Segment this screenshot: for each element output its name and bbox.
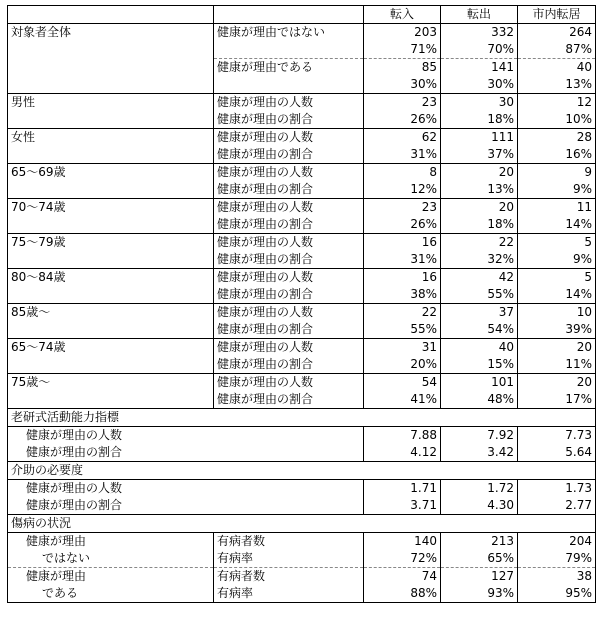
cell-value: 1.73 bbox=[518, 480, 596, 498]
cell-value: 93% bbox=[441, 585, 518, 603]
cell-value: 332 bbox=[441, 24, 518, 42]
cell-value: 38 bbox=[518, 568, 596, 586]
row-sublabel: 健康が理由の割合 bbox=[214, 286, 364, 304]
group-label: 85歳～ bbox=[8, 304, 214, 322]
cell-value: 39% bbox=[518, 321, 596, 339]
cell-value: 22 bbox=[441, 234, 518, 252]
table-row bbox=[8, 356, 596, 374]
table-row bbox=[8, 568, 596, 586]
cell-value: 9% bbox=[518, 251, 596, 269]
cell-value: 18% bbox=[441, 111, 518, 129]
cell-value: 204 bbox=[518, 533, 596, 551]
table-row bbox=[8, 269, 596, 287]
cell-value: 9% bbox=[518, 181, 596, 199]
cell-value: 23 bbox=[364, 199, 441, 217]
section-row bbox=[8, 409, 596, 427]
cell-value: 1.71 bbox=[364, 480, 441, 498]
table-row bbox=[8, 234, 596, 252]
group-label: 80～84歳 bbox=[8, 269, 214, 287]
row-sublabel: 健康が理由の人数 bbox=[214, 374, 364, 392]
cell-value: 140 bbox=[364, 533, 441, 551]
cell-value: 7.73 bbox=[518, 427, 596, 445]
row-sublabel: 有病率 bbox=[214, 550, 364, 568]
table-row bbox=[8, 391, 596, 409]
cell-value: 37% bbox=[441, 146, 518, 164]
cell-value: 10 bbox=[518, 304, 596, 322]
row-sublabel: 健康が理由の割合 bbox=[214, 251, 364, 269]
cell-value: 7.88 bbox=[364, 427, 441, 445]
cell-value: 4.12 bbox=[364, 444, 441, 462]
header-tenshutsu: 転出 bbox=[441, 6, 518, 24]
row-sublabel: 健康が理由の割合 bbox=[214, 181, 364, 199]
row-sublabel: 健康が理由である bbox=[214, 59, 364, 77]
cell-value: 31% bbox=[364, 146, 441, 164]
cell-value: 3.42 bbox=[441, 444, 518, 462]
cell-value: 16 bbox=[364, 234, 441, 252]
row-sublabel: 健康が理由の人数 bbox=[214, 269, 364, 287]
cell-value: 70% bbox=[441, 41, 518, 59]
cell-value: 79% bbox=[518, 550, 596, 568]
table-row bbox=[8, 59, 596, 77]
header-blank-1 bbox=[8, 6, 214, 24]
row-sublabel: 健康が理由の人数 bbox=[214, 339, 364, 357]
header-blank-2 bbox=[214, 6, 364, 24]
cell-value: 28 bbox=[518, 129, 596, 147]
cell-value: 11% bbox=[518, 356, 596, 374]
cell-value: 12% bbox=[364, 181, 441, 199]
table-row bbox=[8, 41, 596, 59]
cell-value: 54 bbox=[364, 374, 441, 392]
cell-value: 85 bbox=[364, 59, 441, 77]
row-label: 健康が理由 bbox=[8, 533, 214, 551]
row-label: 健康が理由の割合 bbox=[8, 497, 364, 515]
row-sublabel: 有病者数 bbox=[214, 533, 364, 551]
group-label: 65～74歳 bbox=[8, 339, 214, 357]
row-sublabel: 健康が理由の人数 bbox=[214, 304, 364, 322]
table-row bbox=[8, 164, 596, 182]
cell-value: 95% bbox=[518, 585, 596, 603]
group-label: 65～69歳 bbox=[8, 164, 214, 182]
row-sublabel: 健康が理由の割合 bbox=[214, 216, 364, 234]
cell-value: 55% bbox=[364, 321, 441, 339]
cell-value: 20 bbox=[441, 199, 518, 217]
table-row bbox=[8, 339, 596, 357]
cell-value: 31 bbox=[364, 339, 441, 357]
cell-value: 20 bbox=[518, 339, 596, 357]
table-row bbox=[8, 251, 596, 269]
cell-value: 88% bbox=[364, 585, 441, 603]
header-tennyu: 転入 bbox=[364, 6, 441, 24]
cell-value: 65% bbox=[441, 550, 518, 568]
cell-value: 16% bbox=[518, 146, 596, 164]
cell-value: 5 bbox=[518, 269, 596, 287]
table-row bbox=[8, 585, 596, 603]
table-row bbox=[8, 216, 596, 234]
cell-value: 74 bbox=[364, 568, 441, 586]
group-label: 75歳～ bbox=[8, 374, 214, 392]
row-sublabel: 健康が理由の割合 bbox=[214, 391, 364, 409]
table-row bbox=[8, 480, 596, 498]
row-label: である bbox=[8, 585, 214, 603]
section-row bbox=[8, 462, 596, 480]
cell-value: 48% bbox=[441, 391, 518, 409]
header-shinai-tenkyo: 市内転居 bbox=[518, 6, 596, 24]
cell-value: 38% bbox=[364, 286, 441, 304]
cell-value: 141 bbox=[441, 59, 518, 77]
cell-value: 13% bbox=[518, 76, 596, 94]
cell-value: 3.71 bbox=[364, 497, 441, 515]
cell-value: 30 bbox=[441, 94, 518, 112]
cell-value: 23 bbox=[364, 94, 441, 112]
cell-value: 9 bbox=[518, 164, 596, 182]
group-label: 女性 bbox=[8, 129, 214, 147]
cell-value: 26% bbox=[364, 216, 441, 234]
row-label: 健康が理由の人数 bbox=[8, 480, 364, 498]
table-row bbox=[8, 146, 596, 164]
row-sublabel: 健康が理由の割合 bbox=[214, 356, 364, 374]
cell-value: 71% bbox=[364, 41, 441, 59]
cell-value: 30% bbox=[441, 76, 518, 94]
row-sublabel: 健康が理由ではない bbox=[214, 24, 364, 42]
cell-value: 12 bbox=[518, 94, 596, 112]
table-row bbox=[8, 304, 596, 322]
cell-value: 26% bbox=[364, 111, 441, 129]
cell-value: 14% bbox=[518, 216, 596, 234]
table-row bbox=[8, 111, 596, 129]
cell-value: 127 bbox=[441, 568, 518, 586]
row-sublabel: 健康が理由の人数 bbox=[214, 234, 364, 252]
table-row bbox=[8, 321, 596, 339]
table-row bbox=[8, 550, 596, 568]
cell-value: 14% bbox=[518, 286, 596, 304]
cell-value: 11 bbox=[518, 199, 596, 217]
section-title: 介助の必要度 bbox=[8, 462, 364, 480]
row-label: 健康が理由の割合 bbox=[8, 444, 364, 462]
cell-value: 37 bbox=[441, 304, 518, 322]
cell-value: 20 bbox=[518, 374, 596, 392]
row-sublabel: 有病率 bbox=[214, 585, 364, 603]
cell-value: 5 bbox=[518, 234, 596, 252]
table-row bbox=[8, 94, 596, 112]
table-row bbox=[8, 427, 596, 445]
cell-value: 18% bbox=[441, 216, 518, 234]
row-label: 健康が理由の人数 bbox=[8, 427, 364, 445]
cell-value: 40 bbox=[518, 59, 596, 77]
table-row bbox=[8, 533, 596, 551]
cell-value: 203 bbox=[364, 24, 441, 42]
group-label: 75～79歳 bbox=[8, 234, 214, 252]
table-row bbox=[8, 76, 596, 94]
cell-value: 13% bbox=[441, 181, 518, 199]
group-label: 男性 bbox=[8, 94, 214, 112]
cell-value: 32% bbox=[441, 251, 518, 269]
cell-value: 87% bbox=[518, 41, 596, 59]
cell-value: 15% bbox=[441, 356, 518, 374]
cell-value: 4.30 bbox=[441, 497, 518, 515]
data-table bbox=[7, 5, 596, 603]
cell-value: 55% bbox=[441, 286, 518, 304]
row-sublabel: 健康が理由の人数 bbox=[214, 164, 364, 182]
cell-value: 22 bbox=[364, 304, 441, 322]
cell-value: 41% bbox=[364, 391, 441, 409]
cell-value: 7.92 bbox=[441, 427, 518, 445]
row-label: 健康が理由 bbox=[8, 568, 214, 586]
row-sublabel: 健康が理由の人数 bbox=[214, 129, 364, 147]
section-row bbox=[8, 515, 596, 533]
cell-value: 31% bbox=[364, 251, 441, 269]
table-row bbox=[8, 286, 596, 304]
cell-value: 62 bbox=[364, 129, 441, 147]
table-row bbox=[8, 199, 596, 217]
cell-value: 10% bbox=[518, 111, 596, 129]
cell-value: 17% bbox=[518, 391, 596, 409]
cell-value: 264 bbox=[518, 24, 596, 42]
row-sublabel: 健康が理由の割合 bbox=[214, 111, 364, 129]
cell-value: 8 bbox=[364, 164, 441, 182]
row-sublabel: 健康が理由の割合 bbox=[214, 321, 364, 339]
section-title: 傷病の状況 bbox=[8, 515, 364, 533]
header-row bbox=[8, 6, 596, 24]
table-row bbox=[8, 374, 596, 392]
cell-value: 213 bbox=[441, 533, 518, 551]
table-row bbox=[8, 444, 596, 462]
cell-value: 1.72 bbox=[441, 480, 518, 498]
row-sublabel: 健康が理由の人数 bbox=[214, 199, 364, 217]
cell-value: 20 bbox=[441, 164, 518, 182]
cell-value: 111 bbox=[441, 129, 518, 147]
cell-value: 42 bbox=[441, 269, 518, 287]
cell-value: 2.77 bbox=[518, 497, 596, 515]
row-sublabel: 健康が理由の人数 bbox=[214, 94, 364, 112]
cell-value: 20% bbox=[364, 356, 441, 374]
group-label: 70～74歳 bbox=[8, 199, 214, 217]
cell-value: 5.64 bbox=[518, 444, 596, 462]
cell-value: 16 bbox=[364, 269, 441, 287]
row-sublabel: 有病者数 bbox=[214, 568, 364, 586]
row-sublabel: 健康が理由の割合 bbox=[214, 146, 364, 164]
table-row bbox=[8, 24, 596, 42]
cell-value: 101 bbox=[441, 374, 518, 392]
row-label: 対象者全体 bbox=[8, 24, 214, 42]
cell-value: 54% bbox=[441, 321, 518, 339]
cell-value: 40 bbox=[441, 339, 518, 357]
row-label: ではない bbox=[8, 550, 214, 568]
section-title: 老研式活動能力指標 bbox=[8, 409, 364, 427]
table-row bbox=[8, 129, 596, 147]
cell-value: 30% bbox=[364, 76, 441, 94]
table-row bbox=[8, 497, 596, 515]
table-row bbox=[8, 181, 596, 199]
cell-value: 72% bbox=[364, 550, 441, 568]
